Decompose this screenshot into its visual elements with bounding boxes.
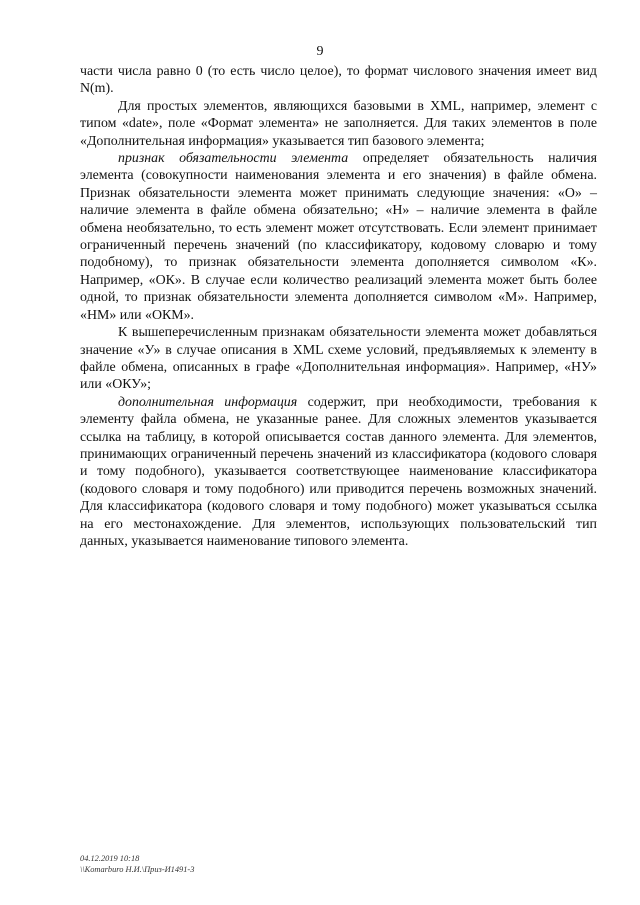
paragraph-mandatory-flag-text: определяет обязательность наличия элемента (совокупности наименования элемента и его значения) в файле обмена. Признак обязательности элемента может принимать следующие значения: «О» – наличие элемента в файле обмена обязательно; «Н» – наличие элемента в файле обмена необязательно, то есть элемент может отсутствовать. Если элемент принимает ограниченный перечень значений (по классификатору, кодовому словарю и тому подобному), то признак обязательности элемента дополняется символом «К». Например, «ОК». В случае если количество реализаций элемента может быть более одной, то признак обязательности элемента дополняется символом «М». Например, «НМ» или «ОКМ». <box>80 151 597 323</box>
paragraph-number-format: части числа равно 0 (то есть число целое), то формат числового значения имеет вид N(m). <box>80 64 597 97</box>
footer-timestamp: 04.12.2019 10:18 <box>80 854 140 863</box>
footer-stamp <box>80 854 194 875</box>
paragraph-simple-elements: Для простых элементов, являющихся базовыми в XML, например, элемент с типом «date», поле «Формат элемента» не заполняется. Для таких элементов в поле «Дополнительная информация» указывается тип базового элемента; <box>80 98 597 149</box>
paragraph-additional-info <box>80 394 597 551</box>
page-number: 9 <box>316 44 324 59</box>
term-mandatory-flag: признак обязательности элемента <box>118 151 349 167</box>
paragraph-mandatory-flag <box>80 150 597 324</box>
paragraph-condition-flag: К вышеперечисленным признакам обязательности элемента может добавляться значение «У» в случае описания в XML схеме условий, предъявляемых к элементу в файле обмена, описанных в графе «Дополнительная информация». Например, «НУ» или «ОКУ»; <box>80 325 597 393</box>
term-additional-info: дополнительная информация <box>118 394 298 410</box>
footer-file-path: \\Komarburo Н.И.\Приз-И1491-3 <box>80 864 195 874</box>
document-body <box>80 63 597 550</box>
paragraph-additional-info-text: содержит, при необходимости, требования к элементу файла обмена, не указанные ранее. Для сложных элементов указывается ссылка на таблицу, в которой описывается состав данного элемента. Для элементов, принимающих ограниченный перечень значений из классификатора (кодового словаря и тому подобного), указывается соответствующее наименование классификатора (кодового словаря и тому подобного) или приводится перечень возможных значений. Для классификатора (кодового словаря и тому подобного) может указываться ссылка на его местонахождение. Для элементов, использующих пользовательский тип данных, указывается наименование типового элемента. <box>80 394 597 549</box>
